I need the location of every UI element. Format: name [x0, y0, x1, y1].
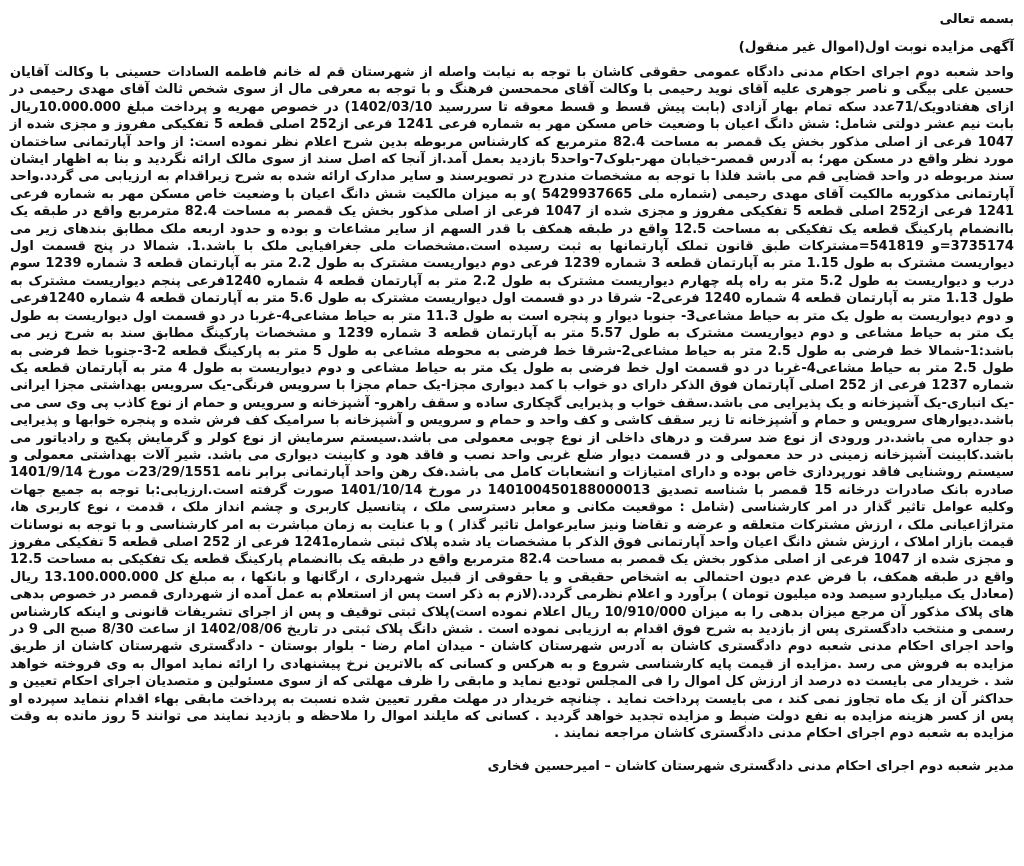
signature-line: مدیر شعبه دوم اجرای احکام مدنی دادگستری شهرستان کاشان – امیرحسین فخاری	[487, 758, 1014, 774]
basmala-heading: بسمه تعالی	[939, 12, 1014, 27]
notice-title: آگهی مزایده نوبت اول(اموال غیر منقول)	[738, 39, 1014, 55]
auction-notice-document	[6, 4, 1018, 862]
notice-body: واحد شعبه دوم اجرای احکام مدنی دادگاه عمومی حقوقی کاشان با توجه به نیابت واصله از شهرستان قم له خانم فاطمه السادات حسینی با وکالت آقایان حسین علی بیگی و ناصر جوهری علیه آقای نوید رحیمی با وکالت آقای محمحسن فرهنگ و با توجه به معرفی مال از سوی شخص ثالث آقای مهدی رحیمی در ازای هفتادویک/71عدد سکه تمام بهار آزادی (بابت پیش قسط و قسط معوقه تا سررسید 1402/03/10) در خصوص مهریه و پرداخت مبلغ 10.000.000ریال بابت نیم عشر دولتی شامل: شش دانگ اعیان با وضعیت خاص مسکن مهر به شماره فرعی 1241 فرعی از252 اصلی قطعه 5 تفکیکی مفروز و مجزی شده از 1047 فرعی از اصلی مذکور بخش یک قمصر به مساحت 82.4 مترمربع که کارشناس مربوطه بدین شرح اعلام نظر نموده است: از واحد آپارتمانی ساختمان مورد نظر واقع در مسکن مهر؛ به آدرس قمصر-خیابان مهر-بلوک7-واحد5 بازدید بعمل آمد.از آنجا که اصل سند از سوی مالک ارائه نگردید و بنا به اظهار ایشان سند مربوطه در واحد قضایی قم می باشد فلذا با توجه به مشخصات مندرج در تصویرسند و سایر مدارک ارائه شده به شرح زیراقدام به ارزیابی می گردد.واحد آپارتمانی مذکوربه مالکیت آقای مهدی رحیمی (شماره ملی 5429937665 )و به میزان مالکیت شش دانگ اعیان با وضعیت خاص مسکن مهر به شماره فرعی 1241 فرعی از252 اصلی قطعه 5 تفکیکی مفروز و مجزی شده از 1047 فرعی از اصلی مذکور بخش یک قمصر به مساحت 82.4 مترمربع واقع در طبقه یک باانضمام پارکینگ قطعه یک تفکیکی به مساحت 12.5 واقع در طبقه همکف با قدر السهم از سایر مشاعات و بوده و حدود اربعه ملک مطابق بندهای زیر می 3735174=و 541819=مشترکات طبق قانون تملک آپارتمانها به ثبت رسیده است.مشخصات ملی جغرافیایی ملک با باشد.1. شمالا در پنج قسمت اول دیواریست مشترک به طول 1.15 متر به آپارتمان قطعه 3 شماره 1239 فرعی دوم دیواریست مشترک به طول 2.2 متر به آپارتمان قطعه 3 شماره 1239 سوم درب و دیواریست به طول 5.2 متر به راه پله چهارم دیواریست مشترک به طول 2.2 متر به آپارتمان قطعه 4 شماره 1240فرعی پنجم دیواریست مشترک به طول 1.13 متر به آپارتمان قطعه 4 شماره 1240 فرعی2- شرقا در دو قسمت اول دیواریست مشترک به طول 5.6 متر به آپارتمان قطعه 4 شماره 1240فرعی و دوم دیواریست به طول یک متر به حیاط مشاعی3- جنوبا دیوار و پنجره است به طول 11.3 متر به حیاط مشاعی4-غربا در دو قسمت اول دیواریست به طول یک متر به حیاط مشاعی و دوم دیواریست مشترک به طول 5.57 متر به آپارتمان قطعه 3 شماره 1239 و مشخصات پارکینگ مطابق سند به شرح زیر می باشد:1-شمالا خط فرضی به طول 2.5 متر به حیاط مشاعی2-شرقا خط فرضی به محوطه مشاعی به طول 5 متر به پارکینگ قطعه 2-3-جنوبا خط فرضی به طول 2.5 متر به حیاط مشاعی4-غربا در دو قسمت اول خط فرضی به طول یک متر به حیاط مشاعی و دوم دیواریست به طول 4 متر به آپارتمان قطعه یک شماره 1237 فرعی از 252 اصلی آپارتمان فوق الذکر دارای دو خواب با کمد دیواری مجزا-یک حمام مجزا با سرویس فرنگی-یک سرویس بهداشتی مجزا ایرانی -یک انباری-یک آشپزخانه و یک پذیرایی می باشد.سقف خواب و پذیرایی گچکاری ساده و سقف راهرو- آشپزخانه و سرویس و حمام از نوع کاذب پی وی سی می باشد.دیوارهای سرویس و حمام و آشپزخانه تا زیر سقف کاشی و کف واحد و حمام و سرویس و آشپزخانه با سرامیک کف فرش شده و پنجره خوابها و پذیرایی دو جداره می باشد.در ورودی از نوع ضد سرقت و درهای داخلی از نوع چوبی معمولی می باشد.سیستم سرمایش از نوع کولر و گرمایش پکیج و رادیاتور می باشد.کابینت آشپزخانه زمینی در حد معمولی و در قسمت دیوار ضلع غربی واحد نصب و فاقد هود و کابینت دیواری می باشد. شیر آلات بهداشتی معمولی و سیستم روشنایی فاقد نورپردازی خاص بوده و دارای امتیازات و انشعابات کامل می باشد.فک رهن واحد آپارتمانی برابر نامه 23/29/1551ت مورخ 1401/9/14 صادره بانک صادرات درخانه 15 قمصر با شناسه تصدیق 140100450188000013 در مورخ 1401/10/14 صورت گرفته است.ارزیابی:با توجه به جمیع جهات وکلیه عوامل تاثیر گذار در امر کارشناسی (شامل : موقعیت مکانی و معابر دسترسی ملک ، پتانسیل کاربری و چشم انداز ملک ، قدمت ، نوع کاربری ها، متراژاعیانی ملک ، ارزش مشترکات متعلقه و عرضه و تقاضا ونیز سایرعوامل تاثیر گذار ) و با عنایت به زمان مباشرت به امر کارشناسی و با توجه به نوسانات قیمت بازار املاک ، ارزش شش دانگ اعیان واحد آپارتمانی فوق الذکر با مشخصات یاد شده پلاک ثبتی شماره1241 فرعی از 252 اصلی قطعه 5 تفکیکی مفروز و مجزی شده از 1047 فرعی از اصلی مذکور بخش یک قمصر به مساحت 82.4 مترمربع واقع در طبقه یک باانضمام پارکینگ قطعه یک تفکیکی به مساحت 12.5 واقع در طبقه همکف، با فرض عدم دیون احتمالی به اشخاص حقیقی و یا حقوقی از قبیل شهرداری ، ارگانها و بانکها ، به مبلغ کل 13.100.000.000 ریال (معادل یک میلیاردو سیصد وده میلیون تومان ) برآورد و اعلام نظرمی گردد.(لازم به ذکر است پس از استعلام به عمل آمده از شهرداری قمصر در خصوص بدهی های پلاک مذکور آن مرجع میزان بدهی را به میزان 10/910/000 ریال اعلام نموده است)پلاک ثبتی توقیف و پس از اجرای تشریفات قانونی و اینکه کارشناس رسمی و منتخب دادگستری پس از بازدید به شرح فوق اقدام به ارزیابی نموده است . شش دانگ پلاک ثبتی در تاریخ 1402/08/06 از ساعت 8/30 صبح الی 9 در واحد اجرای احکام مدنی شعبه دوم دادگستری کاشان به آدرس شهرستان کاشان - میدان امام رضا - بلوار بوستان - دادگستری شهرستان کاشان از طریق مزایده به فروش می رسد .مزایده از قیمت پایه کارشناسی شروع و به هرکس و کسانی که بالاترین نرخ پیشنهادی را ارائه نماید اموال به وی فروخته خواهد شد . خریدار می بایست ده درصد از ارزش کل اموال را فی المجلس تودیع نماید و مابقی را ظرف مهلتی که از سوی مسئولین و متصدیان اجرای احکام تعیین و حداکثر آن از یک ماه تجاوز نمی کند ، می بایست پرداخت نماید . چنانچه خریدار در مهلت مقرر تعیین شده نسبت به پرداخت مابقی بهاء اقدام ننماید سپرده او پس از کسر هزینه مزایده به نفع دولت ضبط و مزایده تجدید خواهد گردید . کسانی که مایلند اموال را ملاحظه و بازدید نمایند می توانند 5 روز مانده به وقت مزایده به شعبه دوم اجرای احکام مدنی دادگستری کاشان مراجعه نمایند .	[10, 65, 1015, 742]
